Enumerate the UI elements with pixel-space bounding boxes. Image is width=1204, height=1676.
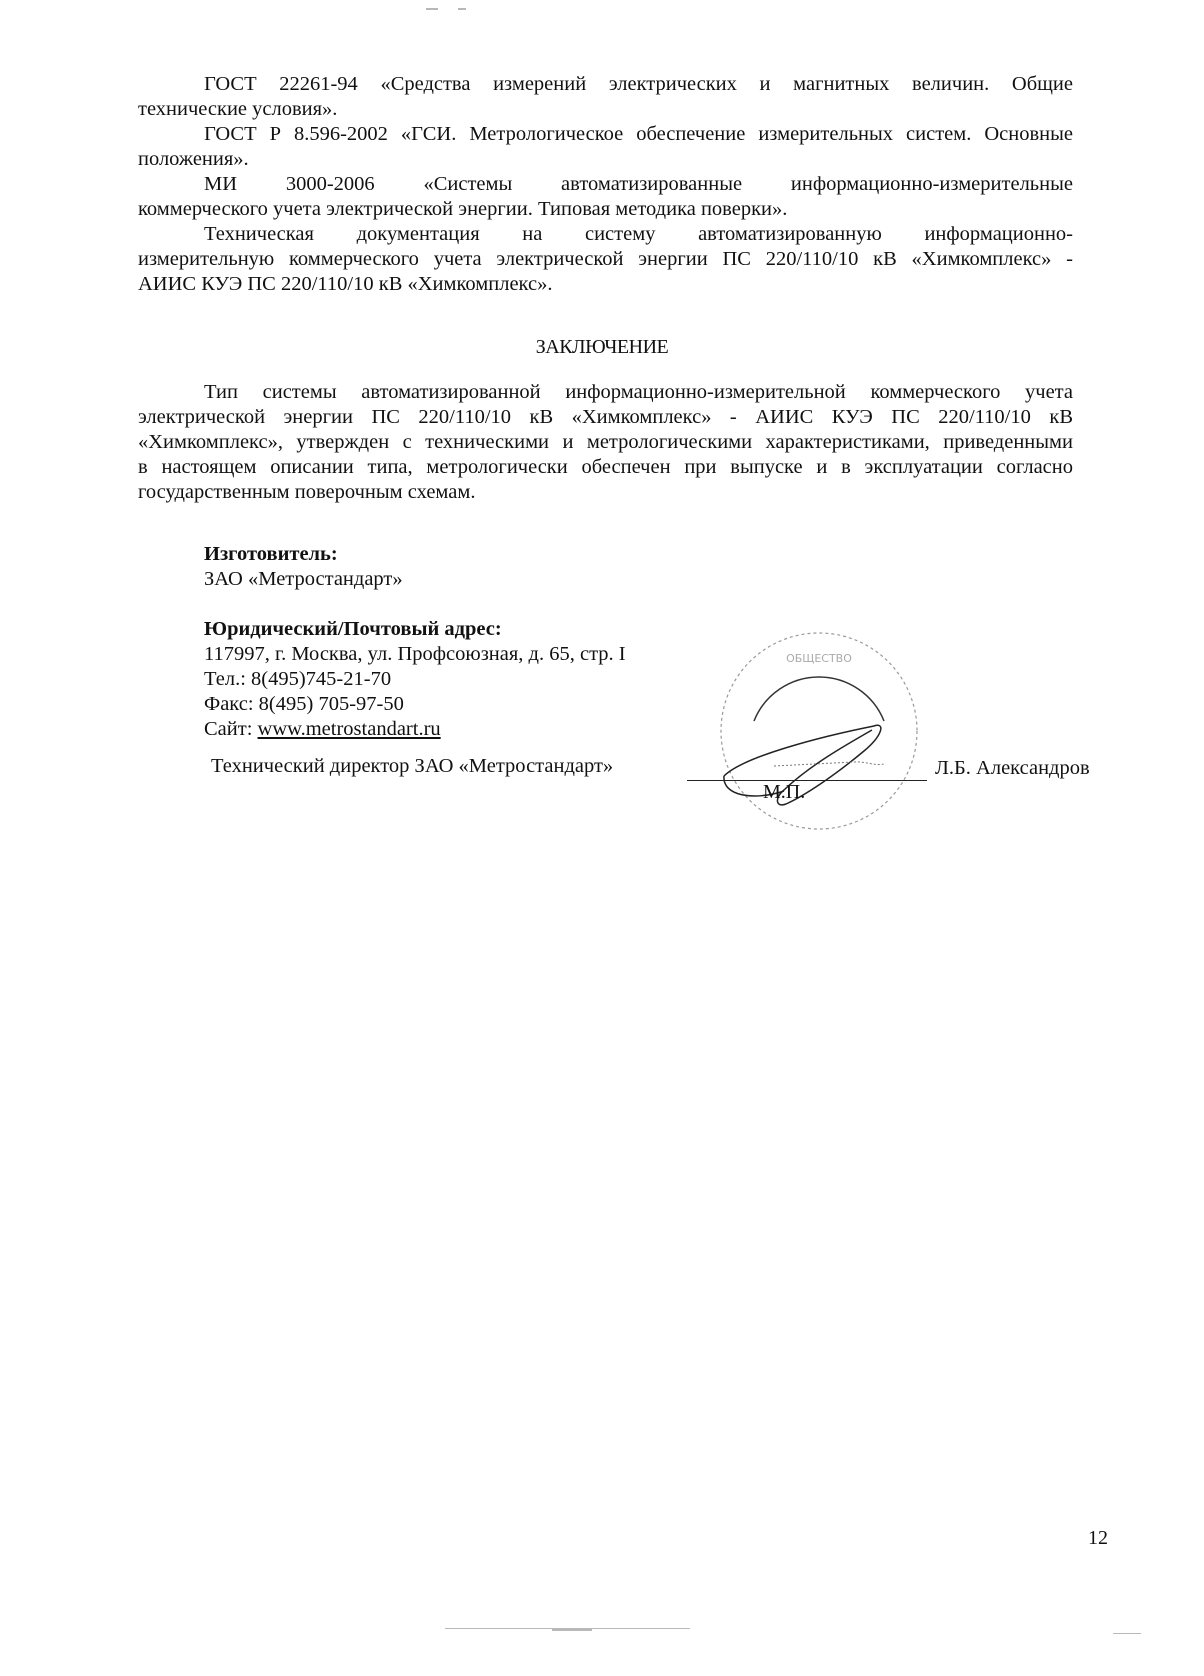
conclusion-title: ЗАКЛЮЧЕНИЕ — [535, 336, 669, 358]
page-number: 12 — [1088, 1527, 1108, 1549]
conclusion-line: Тип системы автоматизированной информационно-измерительной коммерческого учета — [204, 381, 1073, 403]
reference-line: ГОСТ 22261-94 «Средства измерений электрических и магнитных величин. Общие — [204, 73, 1073, 95]
manufacturer-name: ЗАО «Метростандарт» — [204, 568, 403, 590]
address-street: 117997, г. Москва, ул. Профсоюзная, д. 65, стр. I — [204, 643, 626, 665]
scan-artifact-bottom — [1113, 1633, 1141, 1634]
reference-gost-8596 — [138, 122, 1073, 172]
reference-gost-22261 — [138, 72, 1073, 122]
signature-line — [687, 780, 927, 781]
seal-stamp-icon — [714, 626, 924, 836]
reference-line: коммерческого учета электрической энергии. Типовая методика поверки». — [138, 198, 788, 220]
conclusion-line: государственным поверочным схемам. — [138, 481, 476, 503]
conclusion-line: электрической энергии ПС 220/110/10 кВ «Химкомплекс» - АИИС КУЭ ПС 220/110/10 кВ — [138, 406, 1073, 428]
reference-line: ГОСТ Р 8.596-2002 «ГСИ. Метрологическое обеспечение измерительных систем. Основные — [204, 123, 1073, 145]
reference-line: технические условия». — [138, 98, 338, 120]
reference-tech-docs — [138, 222, 1073, 297]
reference-mi-3000 — [138, 172, 1073, 222]
conclusion-line: в настоящем описании типа, метрологически обеспечен при выпуске и в эксплуатации согласно — [138, 456, 1073, 478]
address-phone: Тел.: 8(495)745-21-70 — [204, 668, 392, 690]
scan-artifact-bottom — [552, 1629, 592, 1631]
signer-position: Технический директор ЗАО «Метростандарт» — [211, 755, 614, 777]
reference-line: Техническая документация на систему автоматизированную информационно- — [204, 223, 1073, 245]
conclusion-line: «Химкомплекс», утвержден с техническими и метрологическими характеристиками, приведенными — [138, 431, 1073, 453]
address-fax: Факс: 8(495) 705-97-50 — [204, 693, 404, 715]
address-block — [204, 617, 626, 742]
site-label: Сайт: — [204, 718, 258, 740]
scan-artifact-top — [426, 8, 438, 10]
reference-line: измерительную коммерческого учета электрической энергии ПС 220/110/10 кВ «Химкомплекс» - — [138, 248, 1073, 270]
manufacturer-heading: Изготовитель: — [204, 543, 338, 565]
reference-line: МИ 3000-2006 «Системы автоматизированные информационно-измерительные — [204, 173, 1073, 195]
manufacturer-block — [204, 542, 403, 592]
site-link[interactable]: www.metrostandart.ru — [257, 718, 441, 740]
seal-placeholder-label: М.П. — [763, 781, 806, 803]
signer-name: Л.Б. Александров — [935, 757, 1090, 779]
reference-line: положения». — [138, 148, 249, 170]
address-site — [204, 717, 626, 742]
address-heading: Юридический/Почтовый адрес: — [204, 618, 502, 640]
scan-artifact-top — [458, 8, 466, 10]
svg-text:ОБЩЕСТВО: ОБЩЕСТВО — [786, 652, 852, 665]
conclusion-paragraph — [138, 380, 1073, 505]
reference-line: АИИС КУЭ ПС 220/110/10 кВ «Химкомплекс». — [138, 273, 553, 295]
